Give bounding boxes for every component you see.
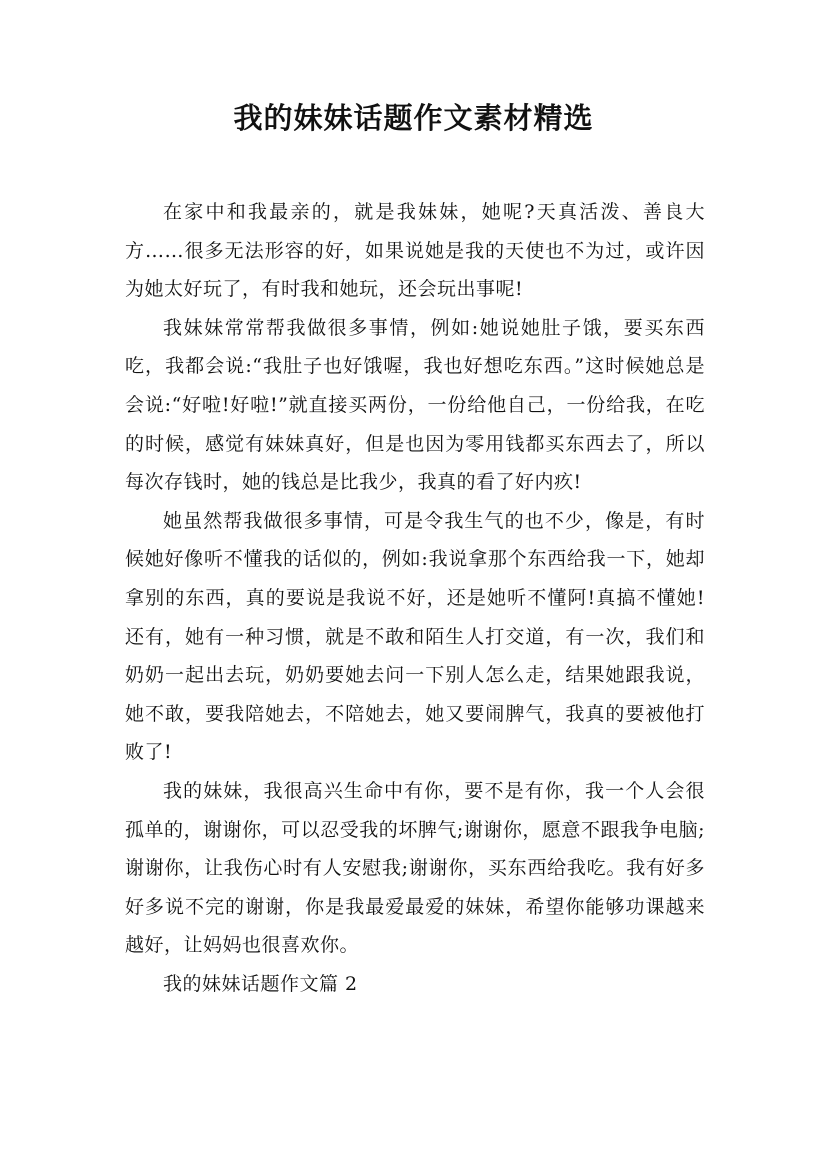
paragraph: 我的妹妹，我很高兴生命中有你，要不是有你，我一个人会很孤单的，谢谢你，可以忍受我的坏脾气;谢谢你，愿意不跟我争电脑;谢谢你，让我伤心时有人安慰我;谢谢你，买东西给我吃。我有好多好多说不完的谢谢，你是我最爱最爱的妹妹，希望你能够功课越来越好，让妈妈也很喜欢你。 (125, 779, 705, 957)
document-title: 我的妹妹话题作文素材精选 (233, 101, 594, 135)
paragraph: 在家中和我最亲的，就是我妹妹，她呢?天真活泼、善良大方……很多无法形容的好，如果说她是我的天使也不为过，或许因为她太好玩了，有时我和她玩，还会玩出事呢! (125, 201, 705, 301)
paragraph: 她虽然帮我做很多事情，可是令我生气的也不少，像是，有时候她好像听不懂我的话似的，例如:我说拿那个东西给我一下，她却拿别的东西，真的要说是我说不好，还是她听不懂阿!真搞不懂她!还有，她有一种习惯，就是不敢和陌生人打交道，有一次，我们和奶奶一起出去玩，奶奶要她去问一下别人怎么走，结果她跟我说，她不敢，要我陪她去，不陪她去，她又要闹脾气，我真的要被他打败了! (125, 509, 705, 764)
paragraph: 我妹妹常常帮我做很多事情，例如:她说她肚子饿，要买东西吃，我都会说:“我肚子也好饿喔，我也好想吃东西。”这时候她总是会说:“好啦!好啦!”就直接买两份，一份给他自己，一份给我，在吃的时候，感觉有妹妹真好，但是也因为零用钱都买东西去了，所以每次存钱时，她的钱总是比我少，我真的看了好内疚! (125, 316, 705, 494)
document-body (125, 193, 705, 1003)
section-heading: 我的妹妹话题作文篇 2 (163, 972, 358, 995)
